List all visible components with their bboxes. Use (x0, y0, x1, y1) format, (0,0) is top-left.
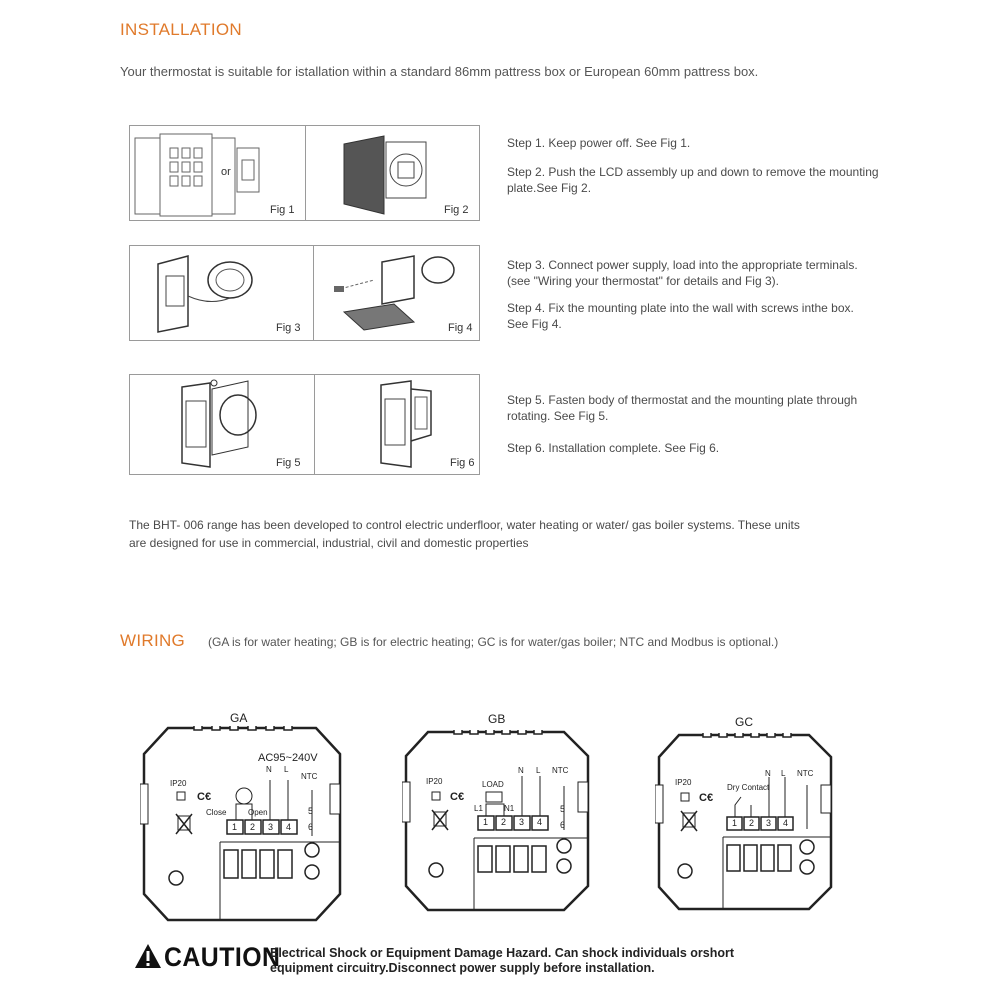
gb-terminal-2: 2 (501, 817, 507, 827)
gb-terminal-3: 3 (519, 817, 525, 827)
svg-text:C€: C€ (450, 791, 465, 803)
installation-heading: INSTALLATION (120, 20, 242, 39)
svg-text:C€: C€ (197, 791, 212, 803)
fig-2-label: Fig 2 (444, 204, 469, 216)
gc-dry-contact: Dry Contact (727, 783, 770, 792)
ga-ntc: NTC (301, 772, 318, 781)
step-1-text: Step 1. Keep power off. See Fig 1. (507, 136, 691, 150)
svg-text:C€: C€ (699, 792, 714, 804)
figure-row-2 (129, 245, 480, 341)
step-3-text-line2: (see "Wiring your thermostat" for details and Fig 3). (507, 274, 779, 288)
ga-voltage: AC95~240V (258, 752, 318, 764)
ga-terminal-4: 4 (286, 822, 292, 832)
gc-terminal-3: 3 (766, 818, 772, 828)
step-5-text-line1: Step 5. Fasten body of thermostat and the mounting plate through (507, 393, 858, 407)
fig-1-or-text: or (221, 166, 231, 178)
figure-row-3 (129, 374, 480, 475)
fig-6-panel (315, 375, 479, 474)
gb-l1: L1 (474, 804, 483, 813)
step-6-text: Step 6. Installation complete. See Fig 6. (507, 441, 720, 455)
wiring-diagram-gc (655, 713, 835, 913)
step-2 (507, 164, 879, 196)
gb-n1: N1 (504, 804, 515, 813)
ga-terminal-3: 3 (268, 822, 274, 832)
gc-device-outline (655, 733, 835, 913)
gc-ip: IP20 (675, 778, 692, 787)
ga-terminal-2: 2 (250, 822, 256, 832)
fig-1-label: Fig 1 (270, 204, 295, 216)
ga-terminal-1: 1 (232, 822, 238, 832)
step-2-text-line2: plate.See Fig 2. (507, 181, 592, 195)
gb-terminal-4: 4 (537, 817, 543, 827)
step-2-text-line1: Step 2. Push the LCD assembly up and down to remove the mounting (507, 165, 879, 179)
gb-ntc-terminal-6: 6 (560, 820, 566, 830)
gb-l: L (536, 766, 541, 775)
gc-l: L (781, 769, 786, 778)
fig-4-label: Fig 4 (448, 322, 473, 334)
ga-ntc-terminal-6: 6 (308, 822, 314, 832)
gb-title: GB (488, 712, 506, 726)
fig-5-panel (130, 375, 315, 474)
wiring-diagram-ga (140, 708, 345, 923)
step-3-text-line1: Step 3. Connect power supply, load into the appropriate terminals. (507, 258, 858, 272)
gb-terminal-1: 1 (483, 817, 489, 827)
gb-ntc-terminal-5: 5 (560, 804, 566, 814)
ga-l: L (284, 765, 289, 774)
gb-ip: IP20 (426, 777, 443, 786)
step-6 (507, 440, 719, 456)
caution-line-2: equipment circuitry.Disconnect power supply before installation. (270, 961, 655, 975)
caution-line-1: Electrical Shock or Equipment Damage Hazard. Can shock individuals orshort (270, 946, 735, 960)
step-5 (507, 392, 857, 424)
figure-row-1 (129, 125, 480, 221)
wiring-note: (GA is for water heating; GB is for electric heating; GC is for water/gas boiler; NTC and Modbus is optional.) (208, 635, 779, 649)
gc-n: N (765, 769, 771, 778)
gc-terminal-2: 2 (749, 818, 755, 828)
caution-message (270, 946, 734, 976)
gc-terminal-4: 4 (783, 818, 789, 828)
warning-triangle-icon (134, 943, 162, 969)
step-5-text-line2: rotating. See Fig 5. (507, 409, 609, 423)
wiring-diagram-gb (402, 710, 592, 915)
gb-n: N (518, 766, 524, 775)
fig-6-label: Fig 6 (450, 457, 475, 469)
step-3 (507, 257, 858, 289)
step-4 (507, 300, 854, 332)
fig-1-panel (130, 126, 306, 220)
ga-title: GA (230, 711, 248, 725)
fig-2-panel (306, 126, 479, 220)
ga-open: Open (248, 808, 268, 817)
description-line-1: The BHT- 006 range has been developed to control electric underfloor, water heating or water/ gas boiler systems. These units (129, 518, 800, 532)
fig-5-label: Fig 5 (276, 457, 301, 469)
ga-close: Close (206, 808, 227, 817)
gc-terminal-1: 1 (732, 818, 738, 828)
step-1 (507, 135, 690, 151)
gc-ntc: NTC (797, 769, 814, 778)
gb-load: LOAD (482, 780, 504, 789)
fig-3-panel (130, 246, 314, 340)
installation-intro: Your thermostat is suitable for istallation within a standard 86mm pattress box or European 60mm pattress box. (120, 64, 759, 79)
gc-title: GC (735, 715, 753, 729)
ga-ip: IP20 (170, 779, 187, 788)
description-line-2: are designed for use in commercial, industrial, civil and domestic properties (129, 536, 529, 550)
step-4-text-line1: Step 4. Fix the mounting plate into the wall with screws inthe box. (507, 301, 854, 315)
step-4-text-line2: See Fig 4. (507, 317, 562, 331)
ga-ntc-terminal-5: 5 (308, 806, 314, 816)
caution-label: CAUTION (164, 942, 281, 972)
ga-n: N (266, 765, 272, 774)
fig-3-label: Fig 3 (276, 322, 301, 334)
fig-4-panel (314, 246, 479, 340)
gb-ntc: NTC (552, 766, 569, 775)
product-description (129, 516, 800, 552)
wiring-heading: WIRING (120, 631, 186, 650)
